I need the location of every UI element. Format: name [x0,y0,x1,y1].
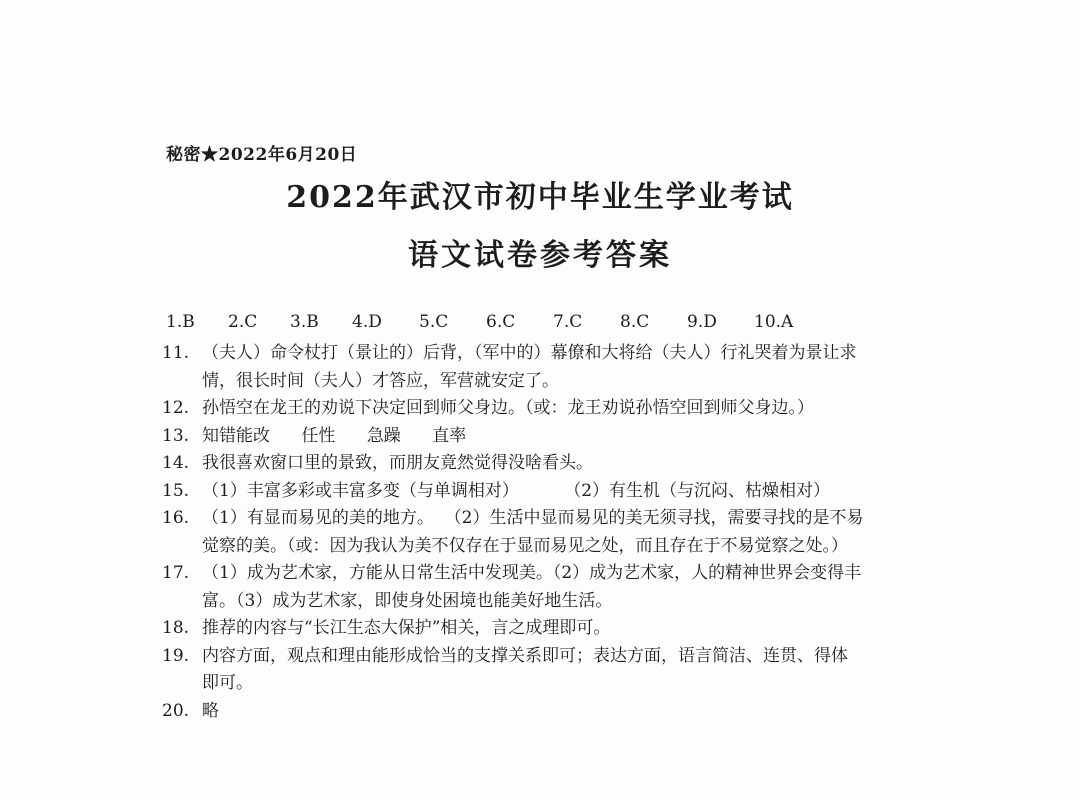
choice-answer: 10.A [754,312,794,332]
answer-part: 直率 [432,425,467,446]
answer-part: 任性 [301,425,336,446]
answer-part: （2）有生机（与沉闷、枯燥相对） [564,480,831,501]
multiple-choice-answers [166,312,816,332]
choice-answer: 2.C [228,312,258,332]
answer-line: 我很喜欢窗口里的景致，而朋友竟然觉得没啥看头。 [202,453,593,473]
answer-part: （1）丰富多彩或丰富多变（与单调相对） [202,480,519,501]
answer-item-13 [162,423,942,451]
answer-line: 富。（3）成为艺术家，即使身处困境也能美好地生活。 [202,590,613,611]
choice-answer: 1.B [166,312,195,332]
choice-answer: 5.C [419,312,449,332]
answer-number: 12. [162,398,190,418]
answer-line: 略 [202,700,219,721]
answer-item-20 [162,698,942,726]
answer-line: 内容方面，观点和理由能形成恰当的支撑关系即可；表达方面，语言简洁、连贯、得体 [202,645,848,666]
choice-answer: 7.C [553,312,583,332]
answer-number: 19. [162,645,190,666]
answer-part: 急躁 [366,425,401,446]
answer-number: 18. [162,618,190,638]
answer-line: （1）成为艺术家，方能从日常生活中发现美。（2）成为艺术家，人的精神世界会变得丰 [202,563,862,583]
answer-number: 20. [162,700,190,721]
answer-line: 孙悟空在龙王的劝说下决定回到师父身边。（或：龙王劝说孙悟空回到师父身边。） [202,398,814,418]
choice-answer: 3.B [290,312,319,332]
answer-number: 15. [162,480,190,501]
answer-line: 即可。 [202,673,253,693]
answer-line: 觉察的美。（或：因为我认为美不仅存在于显而易见之处，而且存在于不易觉察之处。） [202,535,848,556]
answer-number: 14. [162,453,190,473]
answer-item-11 [162,340,942,395]
answer-line: 推荐的内容与“长江生态大保护”相关，言之成理即可。 [202,618,611,638]
answer-number: 17. [162,563,190,583]
answer-item-19 [162,643,942,698]
answer-item-17 [162,560,942,615]
answer-number: 11. [162,343,190,363]
answer-item-12 [162,395,942,423]
answer-line: 情，很长时间（夫人）才答应，军营就安定了。 [202,370,559,391]
answer-part: 知错能改 [202,425,270,446]
answer-number: 16. [162,508,190,528]
choice-answer: 6.C [486,312,516,332]
choice-answer: 8.C [620,312,650,332]
answer-item-18 [162,615,942,643]
exam-subtitle: 语文试卷参考答案 [408,238,672,273]
confidential-date-label: 秘密★2022年6月20日 [166,145,358,165]
choice-answer: 9.D [687,312,717,332]
exam-title: 2022年武汉市初中毕业生学业考试 [286,180,794,215]
answer-list [162,340,942,725]
answer-number: 13. [162,425,190,446]
answer-item-14 [162,450,942,478]
answer-item-16 [162,505,942,560]
answer-line: （夫人）命令杖打（景让的）后背，（军中的）幕僚和大将给（夫人）行礼哭着为景让求 [202,343,857,363]
answer-item-15 [162,478,942,506]
answer-line: （1）有显而易见的美的地方。 （2）生活中显而易见的美无须寻找，需要寻找的是不易 [202,508,864,528]
choice-answer: 4.D [352,312,382,332]
